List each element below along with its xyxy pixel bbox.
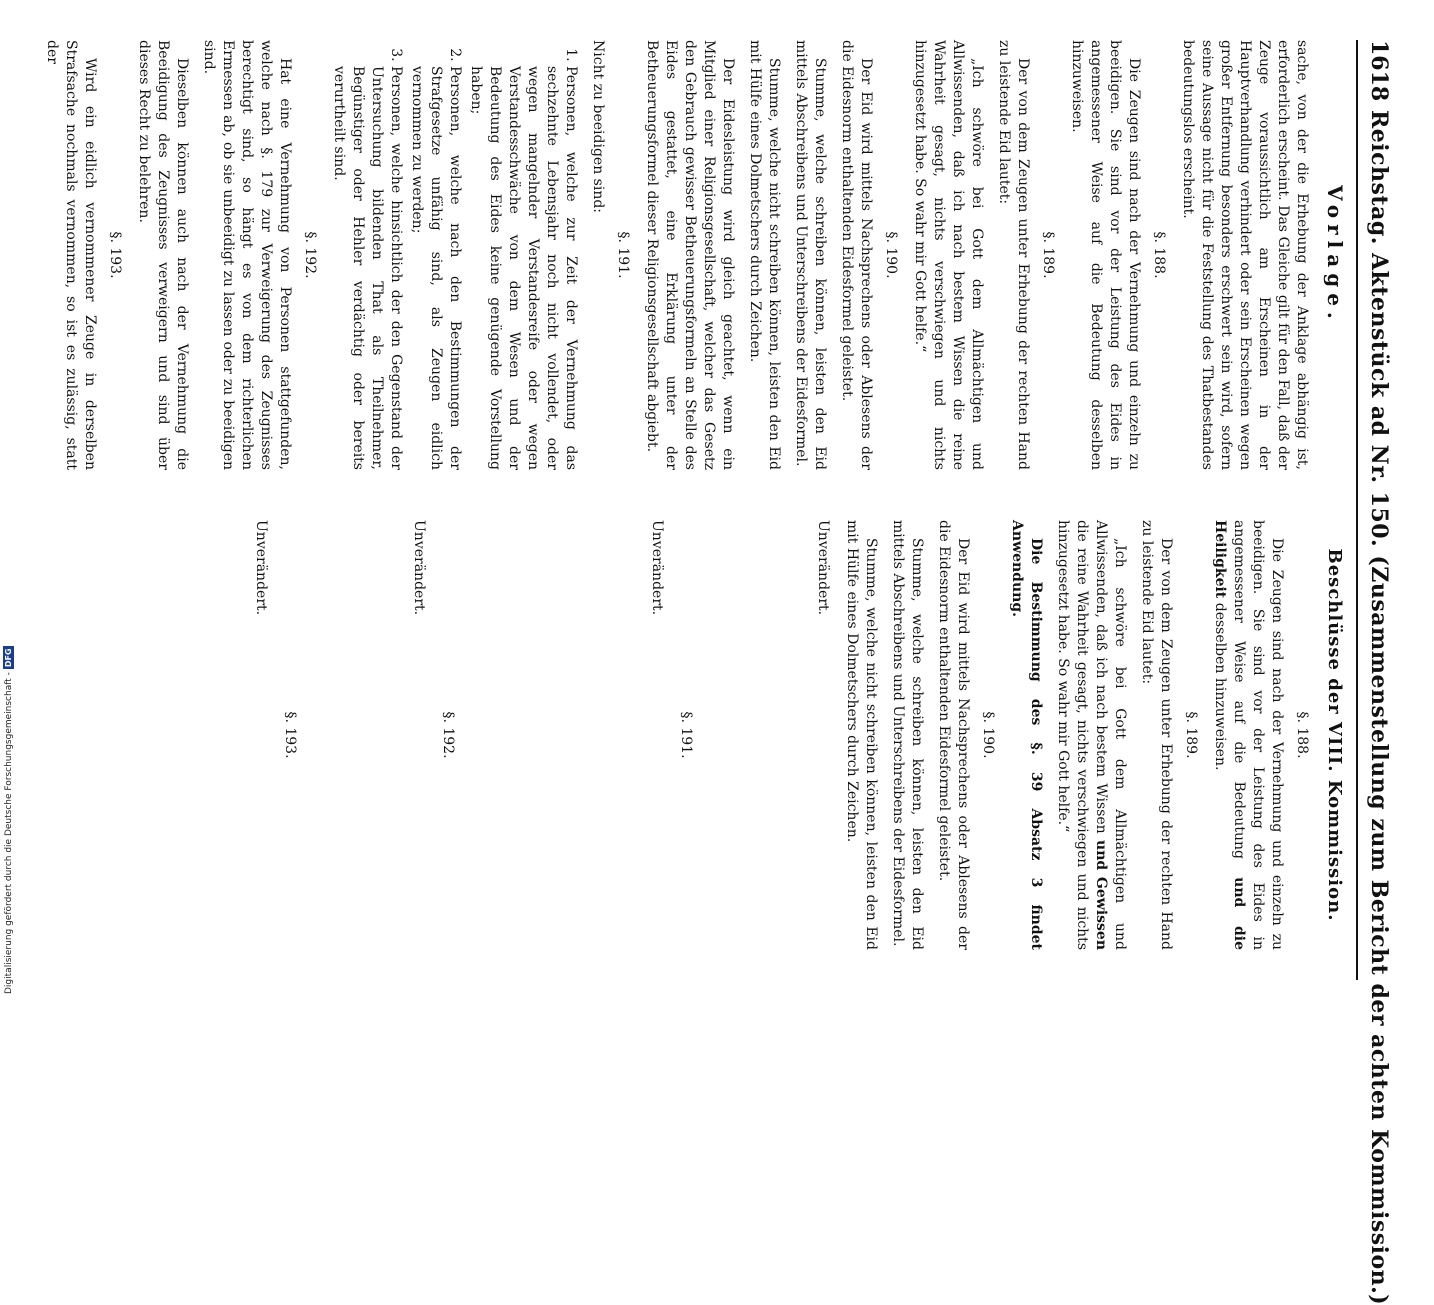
- paragraph-188: [1210, 520, 1286, 950]
- paragraph-190a: Der Eid wird mittels Nachsprechens oder Ablesens der die Eidesnorm enthaltenden Eidesformel geleistet.: [936, 520, 971, 950]
- paragraph-192b: Dieselben können auch nach der Vernehmung die Beeidigung des Zeugnisses verweigern und sind über dieses Recht zu belehren.: [136, 40, 190, 470]
- text-span: die reine Wahrheit gesagt, nichts verschwiegen und nichts hinzugesetzt habe. So wahr mir Gott helfe.“: [1055, 520, 1090, 950]
- amendment-text: und Gewissen: [1093, 840, 1109, 950]
- section-192: §. 192.: [302, 231, 318, 279]
- column-heading-beschluesse: Beschlüsse der VIII. Kommission.: [1324, 548, 1345, 922]
- section-192: §. 192.: [440, 711, 456, 759]
- text-span: Die Zeugen sind nach der Vernehmung und einzeln zu beeidigen. Sie sind vor der Leistung des Eides in angemessener Weise auf die Bedeutung: [1231, 520, 1285, 950]
- dfg-logo: DFG: [4, 648, 13, 668]
- paragraph-188: Die Zeugen sind nach der Vernehmung und einzeln zu beeidigen. Sie sind vor der Leistung des Eides in angemessener Weise auf die Bedeutung desselben hinzuweisen.: [1069, 40, 1142, 470]
- paragraph-189a: Der von dem Zeugen unter Erhebung der rechten Hand zu leistende Eid lautet:: [996, 40, 1031, 470]
- paragraph-189b: „Ich schwöre bei Gott dem Allmächtigen und Allwissenden, daß ich nach bestem Wissen die reine Wahrheit gesagt, nichts verschwiegen und nichts hinzugesetzt habe. So wahr mir Gott helfe.“: [912, 40, 985, 470]
- paragraph-189c: Die Bestimmung des §. 39 Absatz 3 findet Anwendung.: [1009, 520, 1044, 950]
- section-188: §. 188.: [1151, 231, 1167, 279]
- list-item: 3. Personen, welche hinsichtlich der den Gegenstand der Untersuchung bildenden That als Theilnehmer, Begünstiger oder Hehler verdächtig oder bereits verurtheilt sind.: [329, 66, 405, 470]
- paragraph-intro: sache, von der die Erhebung der Anklage abhängig ist, erforderlich erscheint. Das Gleiche gilt für den Fall, daß der Zeuge voraussichtlich am Erscheinen in der Hauptverhandlung verhindert oder sein Erscheinen wegen großer Entfernung besonders erschwert sein wird, sofern seine Aussage nicht für die Feststellung des Thatbestandes bedeutungslos erscheint.: [1180, 40, 1310, 470]
- list-item: 2. Personen, welche nach den Bestimmungen der Strafgesetze unfähig sind, als Zeugen eidlich vernommen zu werden;: [407, 66, 464, 470]
- unchanged-note-191: Unverändert.: [649, 520, 665, 616]
- paragraph-189b: [1053, 520, 1129, 950]
- section-190: §. 190.: [883, 231, 899, 279]
- section-193: §. 193.: [282, 711, 298, 759]
- paragraph-190a: Der Eid wird mittels Nachsprechens oder Ablesens der die Eidesnorm enthaltenden Eidesformel geleistet.: [839, 40, 874, 470]
- footer-text-line: [2, 0, 16, 1000]
- section-191: §. 191.: [615, 231, 631, 279]
- paragraph-192a: Hat eine Vernehmung von Personen stattgefunden, welche nach §. 179 zur Verweigerung des Zeugnisses berechtigt sind, so hängt es von dem richterlichen Ermessen ab, ob sie unbeeidigt zu lassen oder zu beeidigen sind.: [201, 40, 293, 470]
- spacer: [467, 520, 647, 950]
- paragraph-189a: Der von dem Zeugen unter Erhebung der rechten Hand zu leistende Eid lautet:: [1139, 520, 1174, 950]
- text-span: „Ich schwöre bei Gott dem Allmächtigen und Allwissenden, daß ich nach bestem Wissen: [1093, 520, 1128, 950]
- section-188: §. 188.: [1294, 711, 1310, 759]
- section-193: §. 193.: [107, 231, 123, 279]
- page-header: [1356, 40, 1394, 1305]
- footer-text: Digitalisierung gefördert durch die Deutsche Forschungsgemeinschaft -: [4, 672, 14, 994]
- page-number: 1618: [1366, 40, 1392, 102]
- paragraph-190b: Stumme, welche schreiben können, leisten den Eid mittels Abschreibens und Unterschreibens der Eidesformel.: [793, 40, 828, 470]
- text-span: desselben hinzuweisen.: [1212, 598, 1228, 771]
- column-vorlage: [34, 40, 1347, 470]
- section-190: §. 190.: [980, 711, 996, 759]
- paragraph-190c: Stumme, welche nicht schreiben können, leisten den Eid mit Hülfe eines Dolmetschers durch Zeichen.: [747, 40, 782, 470]
- spacer: [309, 520, 409, 950]
- header-title: Reichstag. Aktenstück ad Nr. 150. (Zusammenstellung zum Bericht der achten Kommission.): [1366, 110, 1392, 1305]
- amendment-text: und die Heiligkeit: [1212, 520, 1247, 950]
- paragraph-193: Wird ein eidlich vernommener Zeuge in derselben Strafsache nochmals vernommen, so ist es zulässig, statt der: [44, 40, 98, 470]
- section-189: §. 189.: [1040, 231, 1056, 279]
- column-beschluesse: [251, 520, 1344, 950]
- paragraph-190c: Stumme, welche nicht schreiben können, leisten den Eid mit Hülfe eines Dolmetschers durch Zeichen.: [844, 520, 879, 950]
- section-189: §. 189.: [1183, 711, 1199, 759]
- paragraph-190b: Stumme, welche schreiben können, leisten den Eid mittels Abschreibens und Unterschreibens der Eidesformel.: [890, 520, 925, 950]
- list-item: 1. Personen, welche zur Zeit der Vernehmung das sechzehnte Lebensjahr noch nicht vollendet, oder wegen mangelnder Verstandesreife oder wegen Verstandesschwäche von dem Wesen und der Bedeutung des Eides keine genügende Vorstellung haben;: [466, 66, 580, 470]
- unchanged-note-190: Unverändert.: [815, 520, 831, 616]
- list-191: [329, 40, 580, 470]
- digitization-footer: [2, 0, 16, 1000]
- column-heading-vorlage: Vorlage.: [1323, 185, 1347, 325]
- spacer: [705, 520, 813, 950]
- section-191: §. 191.: [678, 711, 694, 759]
- paragraph-191: Nicht zu beeidigen sind:: [590, 40, 606, 214]
- paragraph-190d: Der Eidesleistung wird gleich geachtet, wenn ein Mitglied einer Religionsgesellschaft, welcher das Gesetz den Gebrauch gewisser Betheuerungsformeln an Stelle des Eides gestattet, eine Erklärung unter der Betheuerungsformel dieser Religionsgesellschaft abgiebt.: [644, 40, 736, 470]
- unchanged-note-193: Unverändert.: [253, 520, 269, 616]
- unchanged-note-192: Unverändert.: [411, 520, 427, 616]
